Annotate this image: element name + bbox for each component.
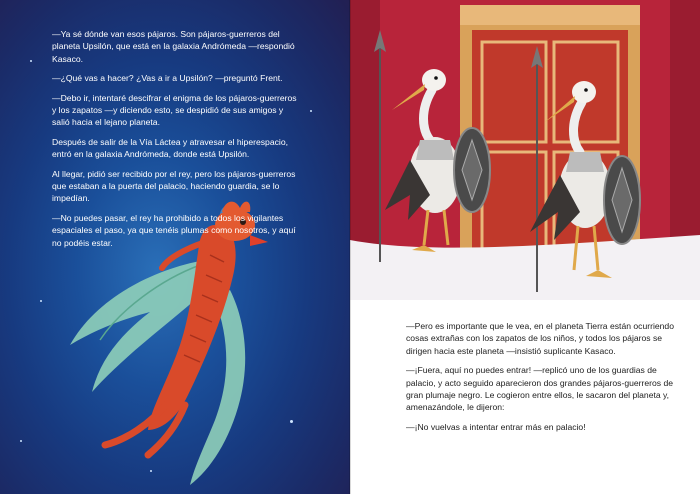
- paragraph: —Ya sé dónde van esos pájaros. Son pájaros-guerreros del planeta Upsilón, que está en la galaxia Andrómeda —respondió Kasaco.: [52, 29, 295, 64]
- paragraph: —¡No vuelvas a intentar entrar más en palacio!: [406, 421, 586, 432]
- paragraph: —Pero es importante que le vea, en el planeta Tierra están ocurriendo cosas extrañas con los zapatos de los niños, y todos los pájaros se dirigen hacia este planeta —insistió suplicante Kasaco.: [406, 321, 674, 356]
- door: [472, 30, 628, 265]
- wall-column: [350, 0, 380, 250]
- page-fold: [349, 0, 351, 494]
- left-page-text: [52, 28, 302, 256]
- paragraph: —¿Qué vas a hacer? ¿Vas a ir a Upsilón? —preguntó Frent.: [52, 73, 283, 84]
- paragraph: —No puedes pasar, el rey ha prohibido a todos los vigilantes espaciales el paso, ya que tenéis plumas como nosotros, y aquí no podéis estar.: [52, 212, 296, 248]
- door-lintel: [460, 5, 640, 25]
- paragraph: —Debo ir, intentaré descifrar el enigma de los pájaros-guerreros y los zapatos —y diciendo esto, se despidió de sus amigos y salió hacia el lejano planeta.: [52, 92, 297, 128]
- paragraph: —¡Fuera, aquí no puedes entrar! —replicó uno de los guardias de palacio, y acto seguido aparecieron dos grandes pájaros-guerreros de gran plumaje negro. Le cogieron entre ellos, le sacaron del planeta y, amenazándole, le dijeron:: [406, 365, 674, 413]
- paragraph: Después de salir de la Vía Láctea y atravesar el hiperespacio, entró en la galaxia Andrómeda, donde está Upsilón.: [52, 136, 288, 160]
- wall-column: [670, 0, 700, 250]
- right-page: [350, 0, 700, 494]
- paragraph: Al llegar, pidió ser recibido por el rey, pero los pájaros-guerreros que estaban a la puerta del palacio, haciendo guardia, se lo impedían.: [52, 168, 296, 204]
- right-page-text: [406, 320, 678, 440]
